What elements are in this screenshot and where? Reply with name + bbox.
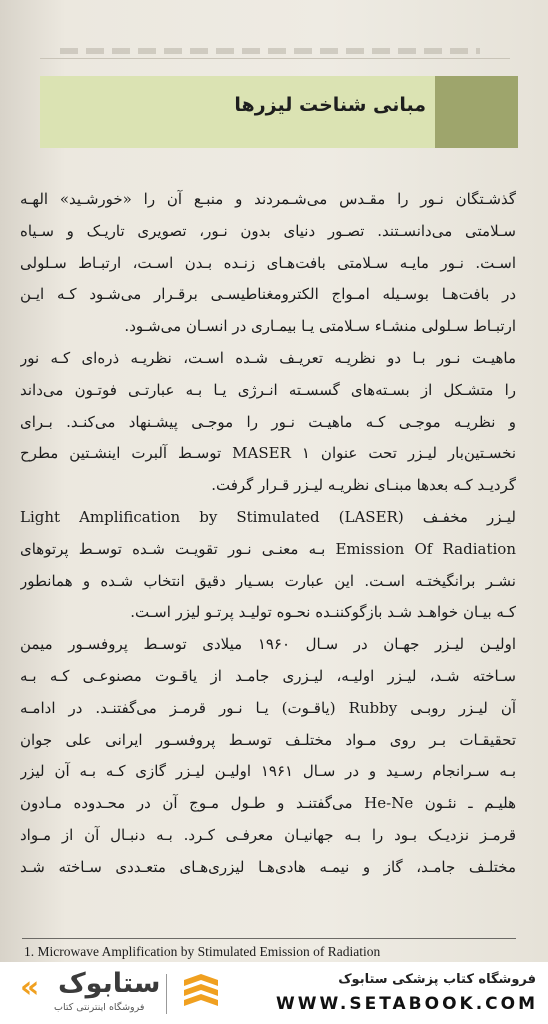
body-text xyxy=(20,184,516,884)
banner-dark-block xyxy=(435,76,518,148)
store-footer xyxy=(0,962,548,1024)
bleed-through-text xyxy=(60,48,480,54)
text-line: نشـر برانگیختـه اسـت. این عبارت بسـیار دقیق انتخاب شـده و همانطور xyxy=(20,571,516,590)
text-line: نخسـتین‌بار لیـزر تحت عنوان MASER ۱ توسـط آلبرت اینشـتین مطرح xyxy=(20,444,516,463)
text-line: گردیـد کـه بعدها مبنـای نظریـه لیـزر قـرار گرفت. xyxy=(211,476,516,495)
text-line: بـه سـرانجام رسـید و در سـال ۱۹۶۱ اولیـن لیـزر گازی کـه بـه آن لیزر xyxy=(20,762,516,781)
store-logo[interactable] xyxy=(20,968,220,1020)
text-line: در بافت‌هـا بوسـیله امـواج الکترومغناطیسـی برقـرار می‌شـود کـه ایـن xyxy=(20,285,516,304)
text-line: اولیـن لیـزر جهـان در سـال ۱۹۶۰ میلادی توسـط پروفسـور میمن xyxy=(20,635,516,654)
text-line: سـاخته شـد، لیـزر اولیـه، لیـزری جامـد از یاقـوت مصنوعـی کـه بـه xyxy=(20,666,516,685)
chapter-banner xyxy=(40,76,518,148)
text-line: و نظریـه موجـی کـه ماهیـت نـور را موجـی پیشـنهاد می‌کنـد. بـرای xyxy=(20,412,516,431)
logo-wordmark: ستابوک xyxy=(58,968,161,999)
text-line: Emission Of Radiation بـه معنـی نـور تقویـت شـده توسـط پرتوهای xyxy=(20,539,516,558)
text-line: هلیـم ـ نئـون He-Ne می‌گفتنـد و طـول مـوج آن در محـدوده مـادون xyxy=(20,794,516,813)
text-line: اسـت. نـور مایـه سـلامتی بافت‌هـای زنـده بـدن اسـت، ارتبـاط سـلولی xyxy=(20,253,516,272)
text-line: تحقیقـات بـر روی مـواد مختلـف توسـط پروفسـور ایرانی علی جوان xyxy=(20,730,516,749)
text-line: ارتبـاط سـلولی منشـاء سـلامتی یـا بیمـاری در انسـان می‌شـود. xyxy=(124,317,516,336)
text-line: سـلامتی می‌دانسـتند. تصـور دنیای بدون نـور، تصویری تاریـک و سـیاه xyxy=(20,221,516,240)
book-icon xyxy=(180,972,222,1016)
store-url[interactable]: WWW.SETABOOK.COM xyxy=(276,994,538,1014)
logo-chevron-icon: « xyxy=(20,970,34,1005)
footnote: 1. Microwave Amplification by Stimulated Emission of Radiation xyxy=(24,944,381,959)
text-line: مختلـف جامـد، گاز و نیمـه هادی‌هـا لیزری‌هـای متعـددی سـاخته شـد xyxy=(20,857,516,876)
text-line: لیـزر مخفـف (LASER) Light Amplification by Stimulated xyxy=(20,507,516,526)
chapter-title: مبانی شناخت لیزرها xyxy=(234,94,426,116)
logo-divider xyxy=(166,974,167,1014)
footnote-rule xyxy=(22,938,516,939)
logo-tagline: فروشگاه اینترنتی کتاب xyxy=(54,1002,145,1013)
text-line: گذشـتگان نـور را مقـدس می‌شـمردند و منبـع آن را «خورشـید» الهـه xyxy=(20,190,516,208)
text-line: آن لیـزر روبـی Rubby (یاقـوت) یـا نـور قرمـز می‌گفتنـد. در ادامـه xyxy=(20,698,516,717)
text-line: قرمـز نزدیـک بـود را بـه جهانیـان معرفـی کـرد. بـه دنبـال آن از مـواد xyxy=(20,825,516,844)
text-line: کـه بیـان خواهـد شـد بازگوکننـده نحـوه تولیـد پرتـو لیزر اسـت. xyxy=(130,603,516,622)
text-line: را متشـکل از بسـته‌های گسسـته انـرژی یـا بـه عبارتـی فوتـون می‌داند xyxy=(20,380,516,399)
store-name: فروشگاه کتاب پزشکی ستابوک xyxy=(338,972,536,987)
text-line: ماهیـت نـور بـا دو نظریـه تعریـف شـده اسـت، نظریـه ذره‌ای کـه نور xyxy=(20,348,516,367)
